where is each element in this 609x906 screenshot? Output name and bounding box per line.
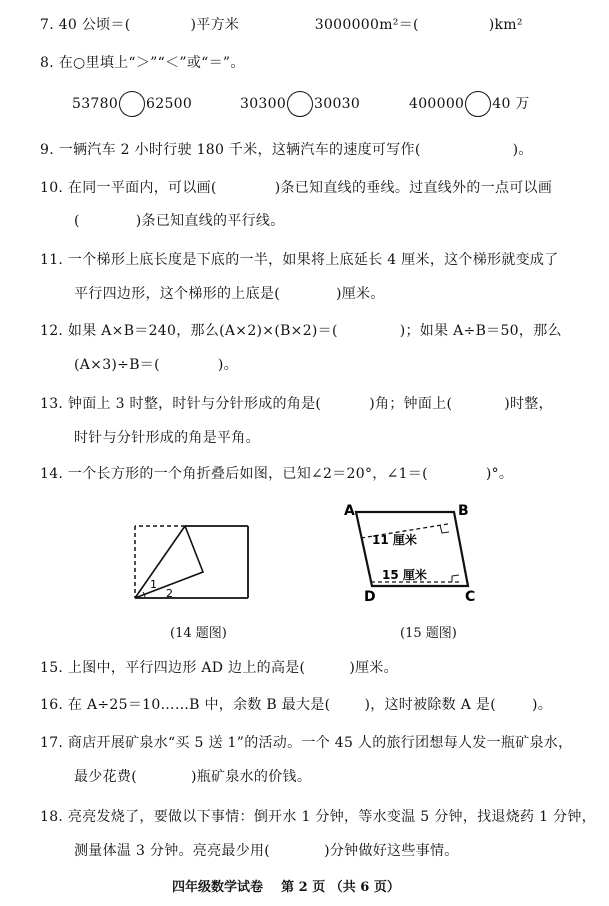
question-7 [40, 14, 523, 34]
q7-text-c: 3000000m²＝( [314, 17, 419, 33]
compare-circle[interactable] [119, 91, 145, 117]
question-18-line-2 [74, 840, 459, 860]
q10-text-c: ( [74, 213, 80, 229]
angle-2-label: 2 [166, 587, 173, 600]
question-13-line-1 [40, 393, 553, 413]
q16-end: )。 [531, 697, 553, 713]
question-17-line-1: 17. 商店开展矿泉水“买 5 送 1”的活动。一个 45 人的旅行团想每人发一瓶矿泉水， [40, 735, 573, 751]
compare-left: 30300 [240, 96, 287, 112]
page-footer: 四年级数学试卷 第 2 页 （共 6 页） [172, 880, 400, 895]
height-11-label: 11 厘米 [372, 533, 417, 547]
question-18-line-1: 18. 亮亮发烧了，要做以下事情：倒开水 1 分钟，等水变温 5 分钟，找退烧药 1 分钟， [40, 809, 596, 825]
compare-circle[interactable] [287, 91, 313, 117]
compare-right: 30030 [314, 96, 361, 112]
compare-pair-1 [72, 91, 192, 117]
q18-text-b: )分钟做好这些事情。 [324, 843, 459, 859]
question-16 [40, 694, 552, 714]
q16-text-b: )，这时被除数 A 是( [364, 697, 496, 713]
figure-15-caption: (15 题图) [400, 626, 457, 641]
compare-right: 62500 [146, 96, 193, 112]
q11-text-b: )厘米。 [335, 286, 385, 302]
vertex-c-label: C [465, 589, 476, 605]
vertex-b-label: B [458, 503, 469, 519]
q14-text: 14. 一个长方形的一个角折叠后如图，已知∠2＝20°，∠1＝( [40, 466, 428, 482]
q10-text-a: 10. 在同一平面内，可以画( [40, 180, 217, 196]
question-13-line-2: 时针与分针形成的角是平角。 [74, 430, 260, 446]
question-11-line-1: 11. 一个梯形上底长度是下底的一半，如果将上底延长 4 厘米，这个梯形就变成了 [40, 252, 559, 268]
vertex-a-label: A [344, 503, 355, 519]
q12-text-a: 12. 如果 A×B＝240，那么(A×2)×(B×2)＝( [40, 323, 338, 339]
question-8-label: 8. 在○里填上“＞”“＜”或“＝”。 [40, 55, 245, 71]
q13-text-b: )角；钟面上( [369, 396, 453, 412]
angle-1-label: 1 [150, 578, 157, 591]
question-15 [40, 657, 398, 677]
compare-left: 400000 [409, 96, 465, 112]
compare-pair-2 [240, 91, 360, 117]
question-14 [40, 463, 513, 483]
question-11-line-2 [74, 283, 385, 303]
question-9 [40, 139, 533, 159]
vertex-d-label: D [364, 589, 376, 605]
q16-text-a: 16. 在 A÷25＝10……B 中，余数 B 最大是( [40, 697, 331, 713]
height-15-label: 15 厘米 [382, 568, 427, 582]
figure-14-folded-rectangle [125, 516, 255, 606]
q14-end: )°。 [485, 466, 514, 482]
compare-left: 53780 [72, 96, 119, 112]
fold-line [135, 526, 185, 598]
compare-circle[interactable] [465, 91, 491, 117]
q7-text-a: 7. 40 公顷＝( [40, 17, 131, 33]
q12-text-c: (A×3)÷B＝( [74, 357, 160, 373]
figure-14-caption: (14 题图) [170, 626, 227, 641]
compare-pair-3 [409, 91, 530, 117]
q10-text-d: )条已知直线的平行线。 [135, 213, 285, 229]
figure-15-parallelogram [336, 498, 486, 608]
q13-text-c: )时整， [504, 396, 553, 412]
question-12-line-2 [74, 354, 238, 374]
q11-text-a: 平行四边形，这个梯形的上底是( [74, 286, 280, 302]
q17-text-a: 最少花费( [74, 769, 137, 785]
q7-text-b: )平方米 [190, 17, 240, 33]
q13-text-a: 13. 钟面上 3 时整，时针与分针形成的角是( [40, 396, 322, 412]
q17-text-b: )瓶矿泉水的价钱。 [190, 769, 312, 785]
q12-text-d: )。 [217, 357, 238, 373]
right-angle-mark-2 [452, 575, 459, 582]
q18-text-a: 测量体温 3 分钟。亮亮最少用( [74, 843, 271, 859]
q10-text-b: )条已知直线的垂线。过直线外的一点可以画 [274, 180, 553, 196]
question-10-line-1 [40, 177, 552, 197]
q9-text: 9. 一辆汽车 2 小时行驶 180 千米，这辆汽车的速度可写作( [40, 142, 421, 158]
right-angle-mark-1 [440, 525, 449, 533]
q9-end: )。 [512, 142, 533, 158]
q15-end: )厘米。 [349, 660, 398, 676]
compare-right: 40 万 [492, 96, 530, 112]
question-17-line-2 [74, 766, 311, 786]
q12-text-b: )；如果 A÷B＝50，那么 [399, 323, 562, 339]
question-10-line-2 [74, 210, 285, 230]
question-12-line-1 [40, 320, 562, 340]
q15-text: 15. 上图中，平行四边形 AD 边上的高是( [40, 660, 306, 676]
q7-text-d: )km² [488, 17, 523, 33]
